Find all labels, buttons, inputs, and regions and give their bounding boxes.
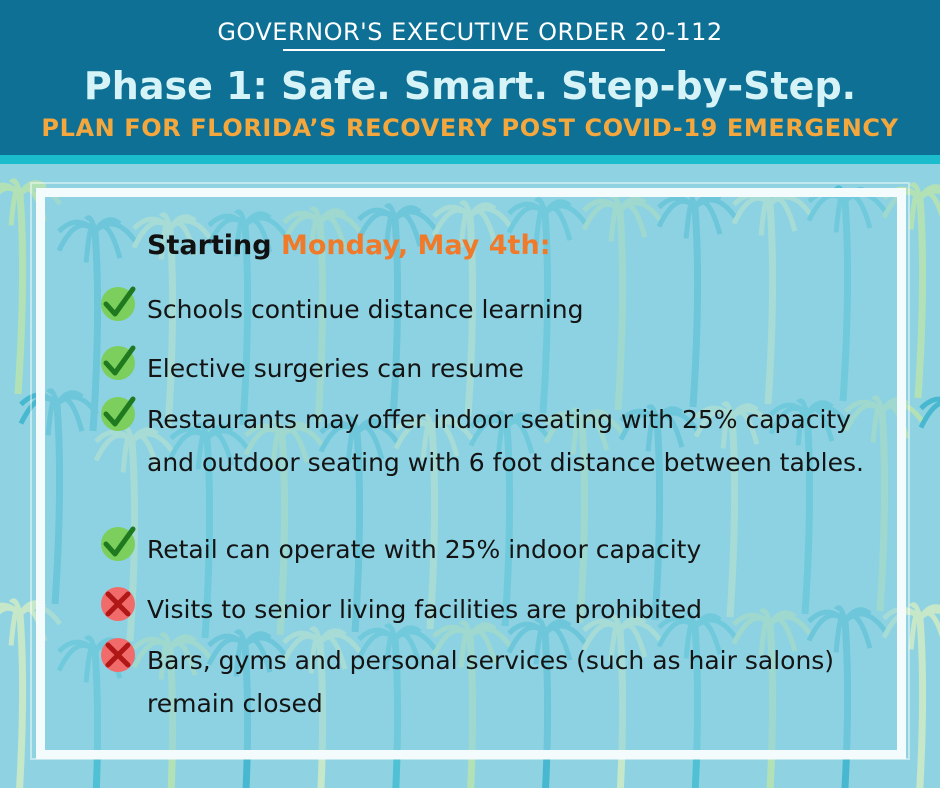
x-icon	[98, 584, 138, 624]
list-item-text: Elective surgeries can resume	[147, 354, 524, 383]
list-item-text: Retail can operate with 25% indoor capacity	[147, 535, 702, 564]
x-icon	[98, 635, 138, 675]
check-icon	[98, 524, 138, 564]
list-item-text: Visits to senior living facilities are prohibited	[147, 595, 703, 624]
list-item-text: Schools continue distance learning	[147, 295, 584, 324]
check-icon	[98, 284, 138, 324]
page-title: Phase 1: Safe. Smart. Step-by-Step.	[83, 64, 857, 108]
starting-label: Starting	[147, 230, 281, 261]
check-icon	[98, 343, 138, 383]
palm-tree-icon	[921, 395, 940, 608]
executive-order-label: GOVERNOR'S EXECUTIVE ORDER 20-112	[217, 18, 723, 46]
header-stripe	[0, 155, 940, 164]
eyebrow-underline	[283, 49, 665, 51]
list-item-text: Restaurants may offer indoor seating with 25% capacity and outdoor seating with 6 foot distance between tables.	[147, 405, 864, 477]
list-item-text: Bars, gyms and personal services (such as hair salons) remain closed	[147, 646, 835, 718]
page-subtitle: PLAN FOR FLORIDA’S RECOVERY POST COVID-19 EMERGENCY	[41, 114, 899, 142]
header-banner	[0, 0, 940, 157]
start-date: Monday, May 4th:	[281, 230, 551, 261]
check-icon	[98, 394, 138, 434]
starting-date-heading	[147, 230, 551, 261]
